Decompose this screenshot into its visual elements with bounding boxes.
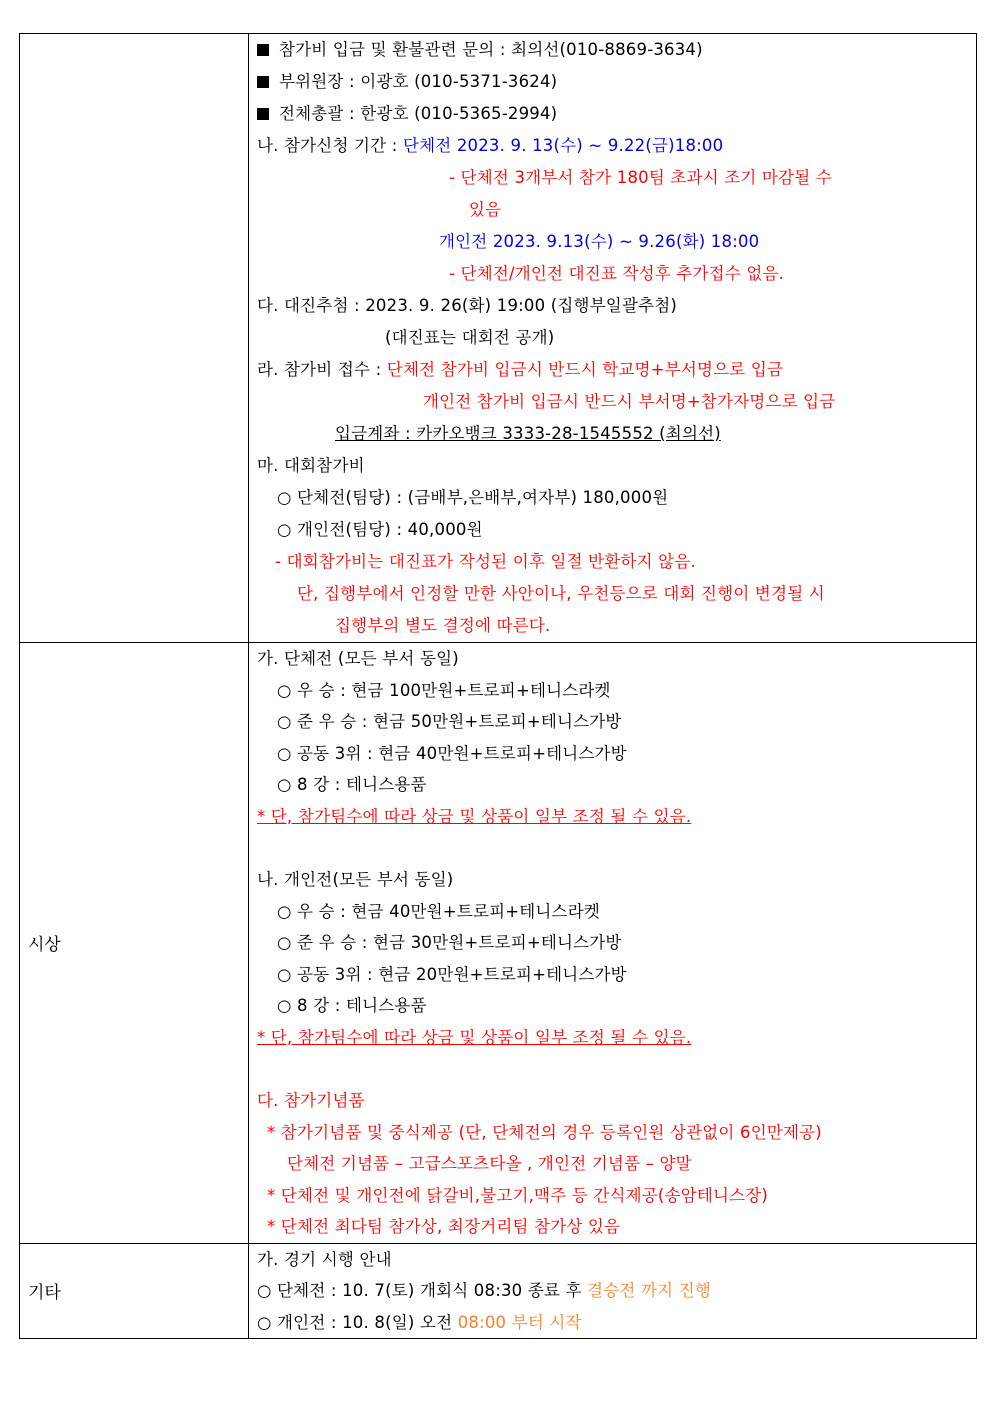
indiv-award-note: * 단, 참가팀수에 따라 상금 및 상품이 일부 조정 될 수 있음.	[257, 1027, 692, 1047]
fee-indiv: ○ 개인전(팀당) : 40,000원	[277, 520, 483, 539]
indiv-schedule: ○ 개인전 : 10. 8(일) 오전 08:00 부터 시작	[257, 1312, 582, 1332]
team-award-item: ○ 우 승 : 현금 100만원+트로피+테니스라켓	[277, 680, 611, 700]
team-award-item: ○ 공동 3위 : 현금 40만원+트로피+테니스가방	[277, 743, 627, 763]
draw-note: (대진표는 대회전 공개)	[385, 328, 555, 347]
row-label-empty	[20, 34, 249, 643]
table-row	[20, 1243, 977, 1339]
registration-section	[249, 34, 977, 643]
awards-label: 시상	[20, 643, 249, 1244]
exception-note: 단, 집행부에서 인정할 만한 사안이나, 우천등으로 대회 진행이 변경될 시	[297, 584, 825, 603]
gift-line: * 참가기념품 및 중식제공 (단, 단체전의 경우 등록인원 상관없이 6인만제공)	[267, 1122, 822, 1142]
team-award-note: * 단, 참가팀수에 따라 상금 및 상품이 일부 조정 될 수 있음.	[257, 806, 692, 826]
exception-note-cont: 집행부의 별도 결정에 따른다.	[335, 616, 551, 635]
table-row	[20, 34, 977, 643]
team-awards-title: 가. 단체전 (모든 부서 동일)	[257, 649, 459, 668]
square-bullet-icon	[257, 44, 269, 56]
fee-receipt: 라. 참가비 접수 : 단체전 참가비 입금시 반드시 학교명+부서명으로 입금	[257, 360, 784, 379]
etc-title: 가. 경기 시행 안내	[257, 1249, 392, 1269]
spacer	[257, 1053, 970, 1085]
apply-period: 나. 참가신청 기간 : 단체전 2023. 9. 13(수) ~ 9.22(금)18:00	[257, 136, 724, 155]
no-extra-entry-note: - 단체전/개인전 대진표 작성후 추가접수 없음.	[449, 264, 785, 283]
contact-vice-chair: 부위원장 : 이광호 (010-5371-3624)	[257, 66, 970, 98]
contact-fee: 참가비 입금 및 환불관련 문의 : 최의선(010-8869-3634)	[257, 34, 970, 66]
team-award-item: ○ 준 우 승 : 현금 50만원+트로피+테니스가방	[277, 712, 622, 731]
bank-account: 입금계좌 : 카카오뱅크 3333-28-1545552 (최의선)	[335, 424, 721, 443]
team-schedule: ○ 단체전 : 10. 7(토) 개회식 08:30 종료 후 결승전 까지 진행	[257, 1281, 711, 1300]
draw-line: 다. 대진추첨 : 2023. 9. 26(화) 19:00 (집행부일괄추첨)	[257, 296, 677, 315]
gift-line: * 단체전 및 개인전에 닭갈비,불고기,맥주 등 간식제공(송암테니스장)	[267, 1185, 769, 1205]
indiv-award-item: ○ 준 우 승 : 현금 30만원+트로피+테니스가방	[277, 933, 622, 952]
fee-receipt-indiv: 개인전 참가비 입금시 반드시 부서명+참가자명으로 입금	[423, 392, 836, 411]
etc-section	[249, 1243, 977, 1339]
indiv-period: 개인전 2023. 9.13(수) ~ 9.26(화) 18:00	[439, 232, 760, 251]
team-early-close-note-cont: 있음	[469, 200, 502, 219]
indiv-schedule-highlight: 08:00 부터 시작	[457, 1312, 582, 1332]
etc-label: 기타	[20, 1243, 249, 1339]
indiv-award-item: ○ 8 강 : 테니스용품	[277, 996, 427, 1015]
gift-line: 단체전 기념품 – 고급스포츠타올 , 개인전 기념품 – 양말	[287, 1154, 692, 1173]
square-bullet-icon	[257, 76, 269, 88]
table-row	[20, 643, 977, 1244]
square-bullet-icon	[257, 108, 269, 120]
gift-line: * 단체전 최다팀 참가상, 최장거리팀 참가상 있음	[267, 1217, 621, 1236]
fee-team: ○ 단체전(팀당) : (금배부,은배부,여자부) 180,000원	[277, 488, 669, 507]
team-period: 단체전 2023. 9. 13(수) ~ 9.22(금)18:00	[402, 136, 724, 155]
fee-title: 마. 대회참가비	[257, 456, 365, 475]
no-refund-note: - 대회참가비는 대진표가 작성된 이후 일절 반환하지 않음.	[275, 552, 696, 571]
info-table	[19, 33, 977, 1339]
fee-receipt-team: 단체전 참가비 입금시 반드시 학교명+부서명으로 입금	[386, 360, 784, 379]
team-award-item: ○ 8 강 : 테니스용품	[277, 775, 427, 794]
team-early-close-note: - 단체전 3개부서 참가 180팀 초과시 조기 마감될 수	[449, 168, 833, 187]
team-schedule-highlight: 결승전 까지 진행	[587, 1281, 711, 1300]
indiv-award-item: ○ 공동 3위 : 현금 20만원+트로피+테니스가방	[277, 964, 627, 984]
indiv-awards-title: 나. 개인전(모든 부서 동일)	[257, 870, 454, 889]
spacer	[257, 832, 970, 864]
indiv-award-item: ○ 우 승 : 현금 40만원+트로피+테니스라켓	[277, 901, 600, 921]
contact-general: 전체총괄 : 한광호 (010-5365-2994)	[257, 98, 970, 130]
gift-title: 다. 참가기념품	[257, 1091, 365, 1110]
awards-section	[249, 643, 977, 1244]
